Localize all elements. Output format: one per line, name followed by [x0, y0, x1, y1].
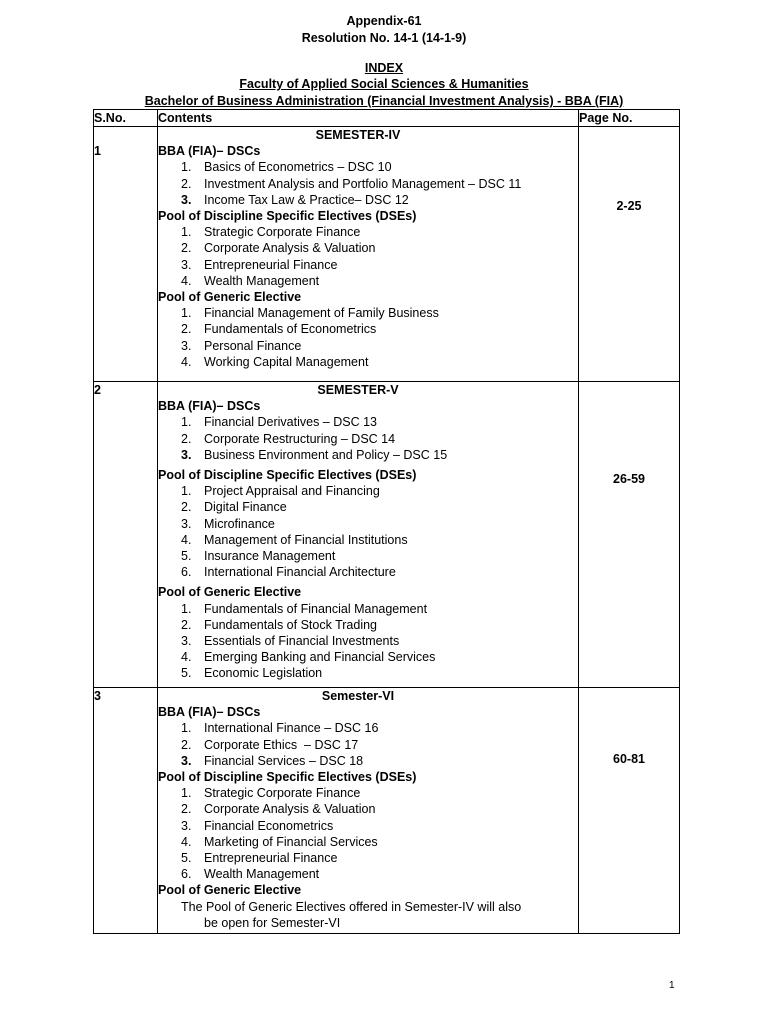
list-item: 6. International Financial Architecture	[181, 565, 396, 580]
dse-list	[158, 224, 578, 289]
list-item: 5. Insurance Management	[181, 549, 336, 564]
index-title: INDEX	[364, 61, 404, 75]
list-item: 2. Corporate Ethics – DSC 17	[181, 737, 359, 752]
list-item: 1. Strategic Corporate Finance	[181, 786, 361, 801]
list-item: 1. Basics of Econometrics – DSC 10	[181, 160, 392, 175]
header-page: Page No.	[579, 110, 680, 127]
row-sno	[94, 382, 158, 688]
dse-heading: Pool of Discipline Specific Electives (DSEs)	[158, 209, 417, 224]
dsc-list	[158, 159, 578, 208]
page-number: 1	[669, 980, 675, 991]
ge-heading: Pool of Generic Elective	[158, 585, 302, 600]
row-page-value: 2-25	[616, 199, 642, 213]
table-row	[94, 382, 680, 688]
list-item: 2. Fundamentals of Stock Trading	[181, 617, 378, 632]
row-sno-value: 3	[94, 689, 101, 703]
list-item: 4. Working Capital Management	[181, 354, 369, 369]
list-item: 2. Investment Analysis and Portfolio Management – DSC 11	[181, 176, 522, 191]
list-item: 2. Fundamentals of Econometrics	[181, 322, 377, 337]
semester-title: Semester-VI	[321, 689, 395, 703]
row-contents	[158, 382, 579, 688]
row-sno-value: 2	[94, 383, 101, 397]
list-item: 4. Emerging Banking and Financial Services	[181, 650, 436, 665]
list-item: 4. Marketing of Financial Services	[181, 834, 378, 849]
program-name: Bachelor of Business Administration (Financial Investment Analysis) - BBA (FIA)	[144, 94, 624, 108]
list-item: 2. Digital Finance	[181, 500, 287, 515]
dsc-heading: BBA (FIA)– DSCs	[158, 705, 261, 720]
list-item: 1. Project Appraisal and Financing	[181, 484, 380, 499]
row-page-value: 26-59	[613, 471, 645, 486]
resolution-number: Resolution No. 14-1 (14-1-9)	[301, 31, 467, 45]
ge-note-line2: be open for Semester-VI	[204, 915, 341, 930]
table-header-row	[94, 110, 680, 127]
dsc-heading: BBA (FIA)– DSCs	[158, 144, 261, 159]
row-contents	[158, 688, 579, 934]
row-page	[579, 382, 680, 688]
list-item: 1. Strategic Corporate Finance	[181, 225, 361, 240]
list-item: 3. Personal Finance	[181, 338, 302, 353]
list-item: 3. Microfinance	[181, 516, 275, 531]
row-sno	[94, 127, 158, 382]
index-table	[93, 109, 680, 934]
semester-title: SEMESTER-IV	[315, 128, 401, 142]
list-item: 1. International Finance – DSC 16	[181, 721, 379, 736]
list-item: 3. Essentials of Financial Investments	[181, 634, 400, 649]
ge-heading: Pool of Generic Elective	[158, 883, 302, 898]
list-item: 6. Wealth Management	[181, 867, 320, 882]
dsc-list	[158, 414, 578, 463]
row-sno-value: 1	[94, 144, 101, 158]
list-item: 3. Financial Services – DSC 18	[181, 753, 364, 768]
list-item: 4. Management of Financial Institutions	[181, 532, 408, 547]
row-page	[579, 688, 680, 934]
dse-heading: Pool of Discipline Specific Electives (DSEs)	[158, 770, 417, 785]
ge-list	[158, 305, 578, 370]
table-row	[94, 127, 680, 382]
dse-list	[158, 785, 578, 882]
list-item: 4. Wealth Management	[181, 273, 320, 288]
list-item: 5. Economic Legislation	[181, 666, 323, 681]
dse-list	[158, 483, 578, 580]
list-item: 2. Corporate Analysis & Valuation	[181, 241, 376, 256]
faculty-name: Faculty of Applied Social Sciences & Humanities	[239, 77, 529, 91]
row-sno	[94, 688, 158, 934]
semester-title: SEMESTER-V	[317, 383, 399, 397]
ge-list	[158, 601, 578, 682]
list-item: 1. Financial Derivatives – DSC 13	[181, 415, 377, 430]
row-page	[579, 127, 680, 382]
list-item: 1. Fundamentals of Financial Management	[181, 601, 428, 616]
appendix-label: Appendix-61	[346, 14, 422, 28]
row-page-value: 60-81	[613, 751, 645, 766]
list-item: 1. Financial Management of Family Business	[181, 306, 439, 321]
ge-heading: Pool of Generic Elective	[158, 290, 302, 305]
list-item: 3. Income Tax Law & Practice– DSC 12	[181, 192, 409, 207]
dsc-heading: BBA (FIA)– DSCs	[158, 399, 261, 414]
table-row	[94, 688, 680, 934]
row-contents	[158, 127, 579, 382]
dse-heading: Pool of Discipline Specific Electives (DSEs)	[158, 468, 417, 483]
dsc-list	[158, 720, 578, 769]
list-item: 3. Business Environment and Policy – DSC 15	[181, 447, 448, 462]
ge-note-line1: The Pool of Generic Electives offered in Semester-IV will also	[181, 899, 522, 914]
list-item: 3. Financial Econometrics	[181, 818, 334, 833]
header-contents: Contents	[158, 110, 579, 127]
list-item: 2. Corporate Restructuring – DSC 14	[181, 431, 396, 446]
list-item: 3. Entrepreneurial Finance	[181, 257, 338, 272]
list-item: 2. Corporate Analysis & Valuation	[181, 802, 376, 817]
list-item: 5. Entrepreneurial Finance	[181, 851, 338, 866]
header-sno: S.No.	[94, 110, 158, 127]
